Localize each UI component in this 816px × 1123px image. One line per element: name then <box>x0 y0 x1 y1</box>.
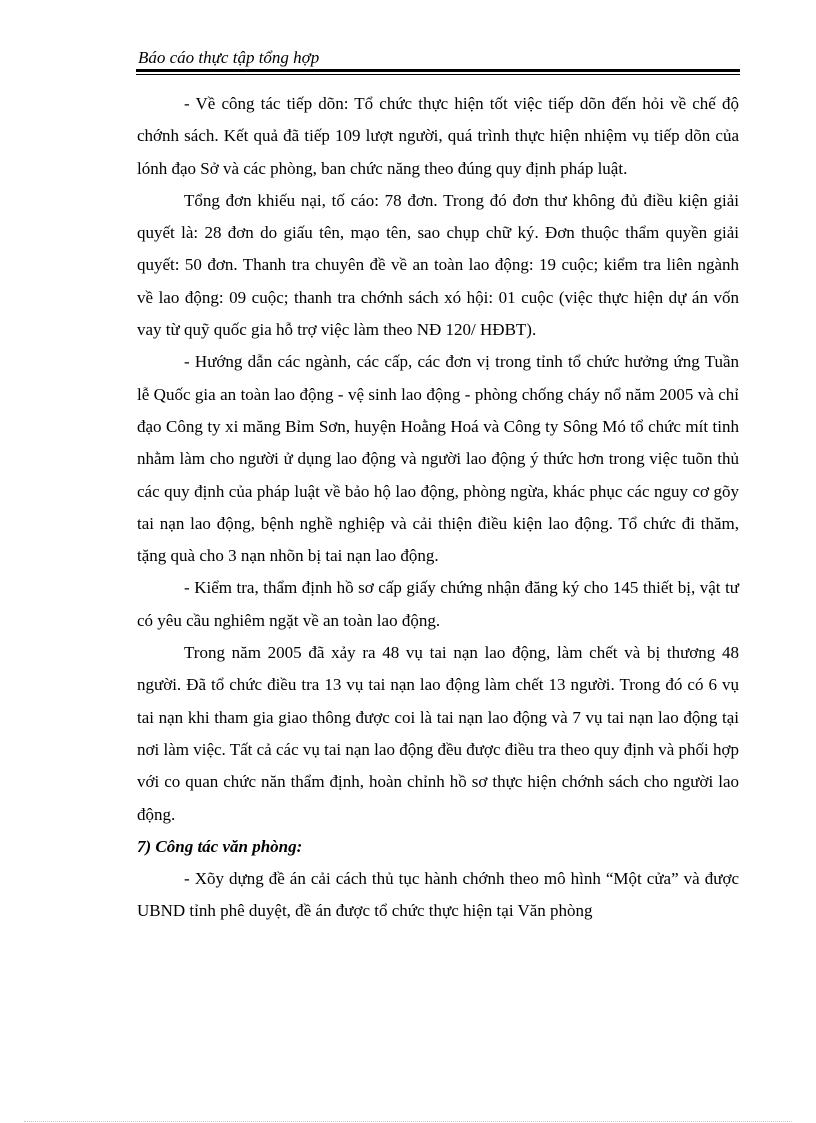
page-header <box>136 48 740 75</box>
paragraph-safety-week: - Hướng dẫn các ngành, các cấp, các đơn vị trong tỉnh tổ chức hưởng ứng Tuần lễ Quốc gia an toàn lao động - vệ sinh lao động - phòng chống cháy nổ năm 2005 và chỉ đạo Công ty xi măng Bỉm Sơn, huyện Hoằng Hoá và Công ty Sông Mó tổ chức mít tinh nhằm làm cho người ử dụng lao động và người lao động ý thức hơn trong việc tuõn thủ các quy định của pháp luật về bảo hộ lao động, phòng ngừa, khác phục các nguy cơ gõy tai nạn lao động, bệnh nghề nghiệp và cải thiện điều kiện lao động. Tổ chức đi thăm, tặng quà cho 3 nạn nhõn bị tai nạn lao động. <box>137 352 739 566</box>
paragraph-accidents: Trong năm 2005 đã xảy ra 48 vụ tai nạn lao động, làm chết và bị thương 48 người. Đã tổ chức điều tra 13 vụ tai nạn lao động làm chết 13 người. Trong đó có 6 vụ tai nạn khi tham gia giao thông được coi là tai nạn lao động và 7 vụ tai nạn lao động tại nơi làm việc. Tất cả các vụ tai nạn lao động đều được điều tra theo quy định và phối hợp với co quan chức năn thẩm định, hoàn chỉnh hồ sơ thực hiện chớnh sách cho người lao động. <box>137 643 739 824</box>
header-rule-thick <box>136 69 740 72</box>
paragraph-inspection: - Kiểm tra, thẩm định hồ sơ cấp giấy chứng nhận đăng ký cho 145 thiết bị, vật tư có yêu cầu nghiêm ngặt về an toàn lao động. <box>137 578 739 630</box>
paragraph-citizen-reception: - Về công tác tiếp dõn: Tổ chức thực hiện tốt việc tiếp dõn đến hỏi về chế độ chớnh sách. Kết quả đã tiếp 109 lượt người, quá trình thực hiện nhiệm vụ tiếp dõn của lónh đạo Sở và các phòng, ban chức năng theo đúng quy định pháp luật. <box>137 94 739 178</box>
paragraph-one-stop: - Xõy dựng đề án cải cách thủ tục hành chớnh theo mô hình “Một cửa” và được UBND tỉnh phê duyệt, đề án được tổ chức thực hiện tại Văn phòng <box>137 869 739 921</box>
document-body <box>137 88 739 928</box>
header-title: Báo cáo thực tập tổng hợp <box>138 48 320 67</box>
page-bottom-border <box>24 1121 792 1122</box>
section-heading: 7) Công tác văn phòng: <box>137 836 303 856</box>
header-rule-thin <box>136 74 740 75</box>
paragraph-complaints: Tổng đơn khiếu nại, tố cáo: 78 đơn. Trong đó đơn thư không đủ điều kiện giải quyết là: 28 đơn do giấu tên, mạo tên, sao chụp chữ ký. Đơn thuộc thẩm quyền giải quyết: 50 đơn. Thanh tra chuyên đề về an toàn lao động: 19 cuộc; kiểm tra liên ngành về lao động: 09 cuộc; thanh tra chớnh sách xó hội: 01 cuộc (việc thực hiện dự án vốn vay từ quỹ quốc gia hỗ trợ việc làm theo NĐ 120/ HĐBT). <box>137 190 739 340</box>
